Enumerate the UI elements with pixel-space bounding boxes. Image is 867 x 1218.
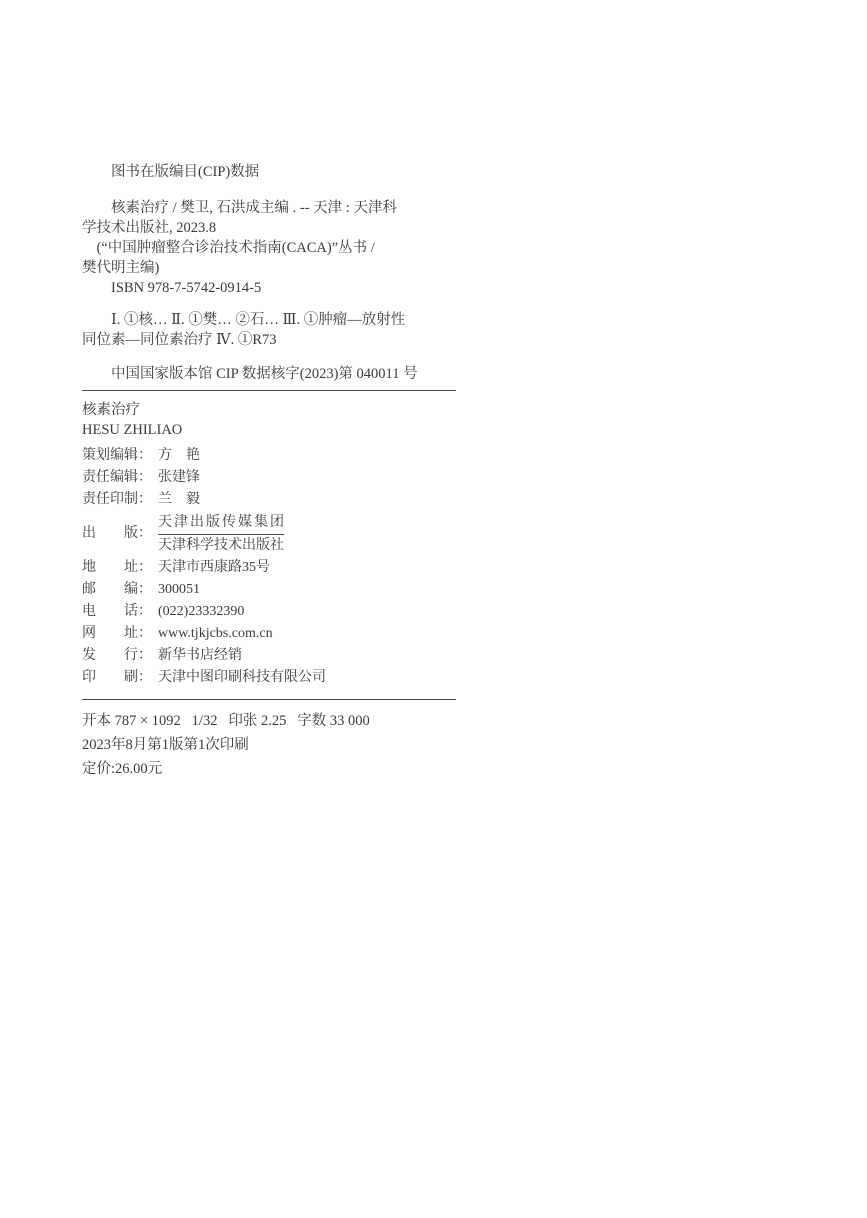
series-line-1: (“中国肿瘤整合诊治技术指南(CACA)”丛书 / bbox=[96, 240, 375, 256]
colophon-value: 新华书店经销 bbox=[158, 648, 242, 663]
publisher-press-line: 天津科学技术出版社 bbox=[158, 537, 284, 553]
colophon-label: 电话 bbox=[82, 604, 138, 619]
colophon-label: 出版 bbox=[82, 526, 138, 541]
isbn-line: ISBN 978-7-5742-0914-5 bbox=[111, 280, 262, 296]
print-spec-block bbox=[82, 711, 456, 779]
colophon-row-address bbox=[82, 557, 456, 579]
colophon-colon: ： bbox=[138, 492, 152, 507]
colophon-row-responsible-editor bbox=[82, 467, 456, 489]
colophon-label: 印刷 bbox=[82, 670, 138, 685]
colophon-value: 天津中图印刷科技有限公司 bbox=[158, 670, 326, 685]
colophon-value: (022)23332390 bbox=[158, 604, 245, 619]
colophon-colon: ： bbox=[138, 526, 152, 541]
classification-line-1: Ⅰ. ①核… Ⅱ. ①樊… ②石… Ⅲ. ①肿瘤—放射性 bbox=[111, 312, 406, 328]
colophon-row-print-supervisor bbox=[82, 489, 456, 511]
colophon-value: 天津市西康路35号 bbox=[158, 560, 270, 575]
colophon-value: www.tjkjcbs.com.cn bbox=[158, 626, 273, 641]
colophon-colon: ： bbox=[138, 670, 152, 685]
colophon-value: 300051 bbox=[158, 582, 200, 597]
page-content bbox=[82, 162, 456, 779]
colophon-label: 网址 bbox=[82, 626, 138, 641]
format-line: 开本 787 × 1092 1/32 印张 2.25 字数 33 000 bbox=[82, 713, 370, 729]
series-line-2: 樊代明主编) bbox=[82, 260, 160, 276]
colophon-label: 责任印制 bbox=[82, 492, 138, 507]
colophon-colon: ： bbox=[138, 560, 152, 575]
publisher-fraction bbox=[158, 513, 284, 556]
book-title: 核素治疗 bbox=[82, 402, 140, 418]
divider-top bbox=[82, 390, 456, 391]
classification-line-2: 同位素—同位素治疗 Ⅳ. ①R73 bbox=[82, 332, 277, 348]
colophon-colon: ： bbox=[138, 626, 152, 641]
colophon-row-publisher bbox=[82, 511, 456, 557]
cip-entry-line-2: 学技术出版社, 2023.8 bbox=[82, 220, 217, 236]
colophon-label: 发行 bbox=[82, 648, 138, 663]
edition-line: 2023年8月第1版第1次印刷 bbox=[82, 737, 249, 753]
title-block bbox=[82, 400, 456, 440]
cip-entry-line-1: 核素治疗 / 樊卫, 石洪成主编 . -- 天津 : 天津科 bbox=[111, 200, 397, 216]
colophon-colon: ： bbox=[138, 604, 152, 619]
colophon-colon: ： bbox=[138, 648, 152, 663]
cip-header: 图书在版编目(CIP)数据 bbox=[111, 164, 260, 180]
book-title-pinyin: HESU ZHILIAO bbox=[82, 422, 183, 438]
colophon-label: 邮编 bbox=[82, 582, 138, 597]
divider-bottom bbox=[82, 699, 456, 700]
colophon-label: 地址 bbox=[82, 560, 138, 575]
colophon-row-postcode bbox=[82, 579, 456, 601]
colophon-label: 责任编辑 bbox=[82, 470, 138, 485]
colophon-row-distribution bbox=[82, 645, 456, 667]
colophon-colon: ： bbox=[138, 470, 152, 485]
colophon-row-planning-editor bbox=[82, 445, 456, 467]
colophon-colon: ： bbox=[138, 448, 152, 463]
colophon-colon: ： bbox=[138, 582, 152, 597]
colophon-row-phone bbox=[82, 601, 456, 623]
colophon-value: 兰 毅 bbox=[158, 492, 200, 507]
colophon-value: 方 艳 bbox=[158, 448, 200, 463]
colophon bbox=[82, 445, 456, 689]
cip-record-line: 中国国家版本馆 CIP 数据核字(2023)第 040011 号 bbox=[111, 366, 418, 382]
publisher-group-line: 天津出版传媒集团 bbox=[158, 513, 284, 535]
colophon-label: 策划编辑 bbox=[82, 448, 138, 463]
colophon-row-printer bbox=[82, 667, 456, 689]
price-line: 定价:26.00元 bbox=[82, 761, 163, 777]
colophon-value: 张建锋 bbox=[158, 470, 200, 485]
colophon-row-website bbox=[82, 623, 456, 645]
